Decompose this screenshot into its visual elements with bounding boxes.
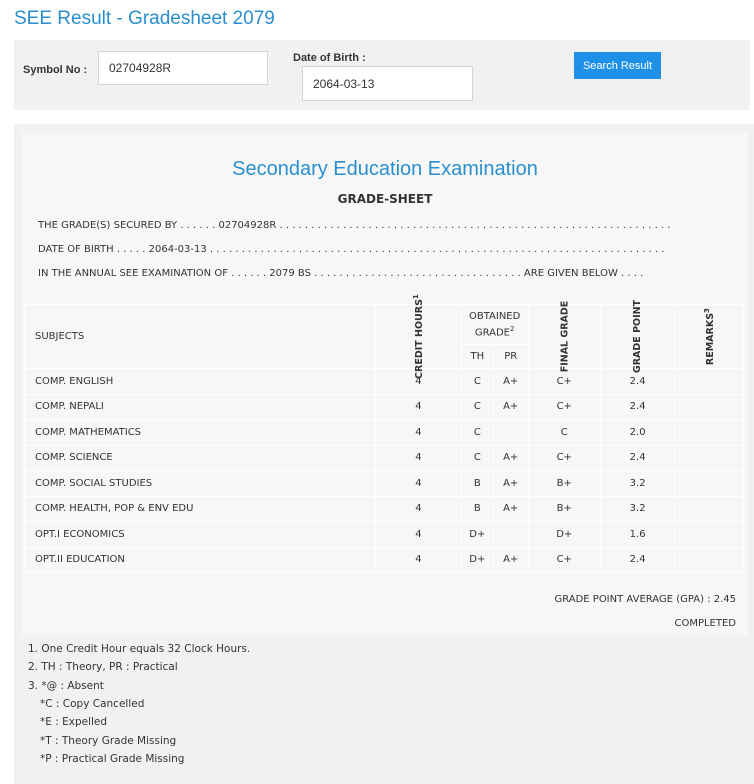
final-grade-header: FINAL GRADE (528, 305, 601, 369)
pr-cell: A+ (493, 394, 528, 420)
pr-cell: A+ (493, 547, 528, 573)
gradesheet (22, 132, 748, 784)
table-row (25, 445, 744, 471)
final-grade-cell: B+ (528, 471, 601, 497)
note-item: *E : Expelled (40, 716, 108, 728)
grade-point-cell: 2.4 (601, 394, 675, 420)
obtained-grade-header: OBTAINED GRADE$^2$ (461, 305, 528, 345)
subject-cell: OPT.I ECONOMICS (25, 522, 376, 548)
note-item: 3. *@ : Absent (28, 680, 104, 692)
note-item: *C : Copy Cancelled (40, 698, 145, 710)
secured-by-line: THE GRADE(S) SECURED BY . . . . . . 02704928R . . . . . . . . . . . . . . . . . . . . . . . . . . . . . . . . . . . . . . . . . . . . . . . . . . . . . . . . . . . . . . (38, 220, 671, 231)
credit-cell: 4 (376, 369, 462, 395)
grade-point-cell: 1.6 (601, 522, 675, 548)
th-cell: C (461, 420, 493, 446)
subjects-header: SUBJECTS (25, 305, 376, 369)
final-grade-cell: B+ (528, 496, 601, 522)
pr-header: PR (493, 345, 528, 369)
dob-input[interactable] (302, 66, 473, 101)
grade-point-cell: 3.2 (601, 496, 675, 522)
table-row (25, 496, 744, 522)
credit-cell: 4 (376, 522, 462, 548)
pr-cell: A+ (493, 369, 528, 395)
exam-line: IN THE ANNUAL SEE EXAMINATION OF . . . . . . 2079 BS . . . . . . . . . . . . . . . . . . . . . . . . . . . . . . . . . ARE GIVEN BELOW . . . . (38, 268, 644, 279)
th-cell: D+ (461, 522, 493, 548)
subject-cell: COMP. ENGLISH (25, 369, 376, 395)
subject-cell: COMP. NEPALI (25, 394, 376, 420)
grade-point-cell: 2.0 (601, 420, 675, 446)
subject-cell: COMP. HEALTH, POP & ENV EDU (25, 496, 376, 522)
search-result-button[interactable]: Search Result (574, 52, 661, 79)
table-row (25, 547, 744, 573)
subject-cell: COMP. SCIENCE (25, 445, 376, 471)
th-cell: B (461, 471, 493, 497)
final-grade-cell: D+ (528, 522, 601, 548)
final-grade-cell: C (528, 420, 601, 446)
exam-title: Secondary Education Examination (232, 158, 538, 180)
grade-point-cell: 3.2 (601, 471, 675, 497)
credit-cell: 4 (376, 496, 462, 522)
grade-point-cell: 2.4 (601, 547, 675, 573)
status-text: COMPLETED (674, 618, 736, 629)
credit-cell: 4 (376, 420, 462, 446)
final-grade-cell: C+ (528, 547, 601, 573)
table-row (25, 522, 744, 548)
grade-point-cell: 2.4 (601, 445, 675, 471)
subject-cell: OPT.II EDUCATION (25, 547, 376, 573)
note-item: *T : Theory Grade Missing (40, 735, 177, 747)
credit-cell: 4 (376, 471, 462, 497)
th-cell: C (461, 394, 493, 420)
pr-cell (493, 522, 528, 548)
th-cell: C (461, 369, 493, 395)
subject-cell: COMP. MATHEMATICS (25, 420, 376, 446)
grades-table (24, 294, 744, 573)
remarks-cell (675, 369, 744, 395)
remarks-cell (675, 496, 744, 522)
final-grade-cell: C+ (528, 369, 601, 395)
table-row (25, 394, 744, 420)
credit-cell: 4 (376, 445, 462, 471)
credit-hours-header: CREDIT HOURS$^1$ (376, 305, 462, 369)
remarks-cell (675, 522, 744, 548)
note-item: 2. TH : Theory, PR : Practical (28, 661, 178, 673)
notes-box (22, 636, 748, 784)
th-cell: C (461, 445, 493, 471)
search-panel (14, 40, 750, 110)
table-row (25, 471, 744, 497)
gpa-text: GRADE POINT AVERAGE (GPA) : 2.45 (554, 594, 736, 605)
final-grade-cell: C+ (528, 394, 601, 420)
result-panel (14, 124, 754, 784)
table-row (25, 420, 744, 446)
grade-point-cell: 2.4 (601, 369, 675, 395)
remarks-header: REMARKS$^3$ (675, 305, 744, 369)
pr-cell (493, 420, 528, 446)
symbol-no-input[interactable] (98, 51, 268, 85)
page-title: SEE Result - Gradesheet 2079 (14, 8, 275, 29)
dob-line: DATE OF BIRTH . . . . . 2064-03-13 . . . . . . . . . . . . . . . . . . . . . . . . . . . . . . . . . . . . . . . . . . . . . . . . . . . . . . . . . . . . . . . . . . . . . . . . (38, 244, 665, 255)
th-header: TH (461, 345, 493, 369)
pr-cell: A+ (493, 471, 528, 497)
credit-cell: 4 (376, 394, 462, 420)
credit-cell: 4 (376, 547, 462, 573)
grade-point-header: GRADE POINT (601, 305, 675, 369)
remarks-cell (675, 420, 744, 446)
th-cell: D+ (461, 547, 493, 573)
remarks-cell (675, 471, 744, 497)
note-item: 1. One Credit Hour equals 32 Clock Hours. (28, 643, 251, 655)
note-item: *P : Practical Grade Missing (40, 753, 185, 765)
remarks-cell (675, 445, 744, 471)
gradesheet-title: GRADE-SHEET (337, 192, 433, 206)
th-cell: B (461, 496, 493, 522)
final-grade-cell: C+ (528, 445, 601, 471)
subject-cell: COMP. SOCIAL STUDIES (25, 471, 376, 497)
symbol-no-label: Symbol No : (23, 64, 88, 76)
dob-label: Date of Birth : (293, 52, 366, 64)
pr-cell: A+ (493, 445, 528, 471)
remarks-cell (675, 547, 744, 573)
remarks-cell (675, 394, 744, 420)
pr-cell: A+ (493, 496, 528, 522)
